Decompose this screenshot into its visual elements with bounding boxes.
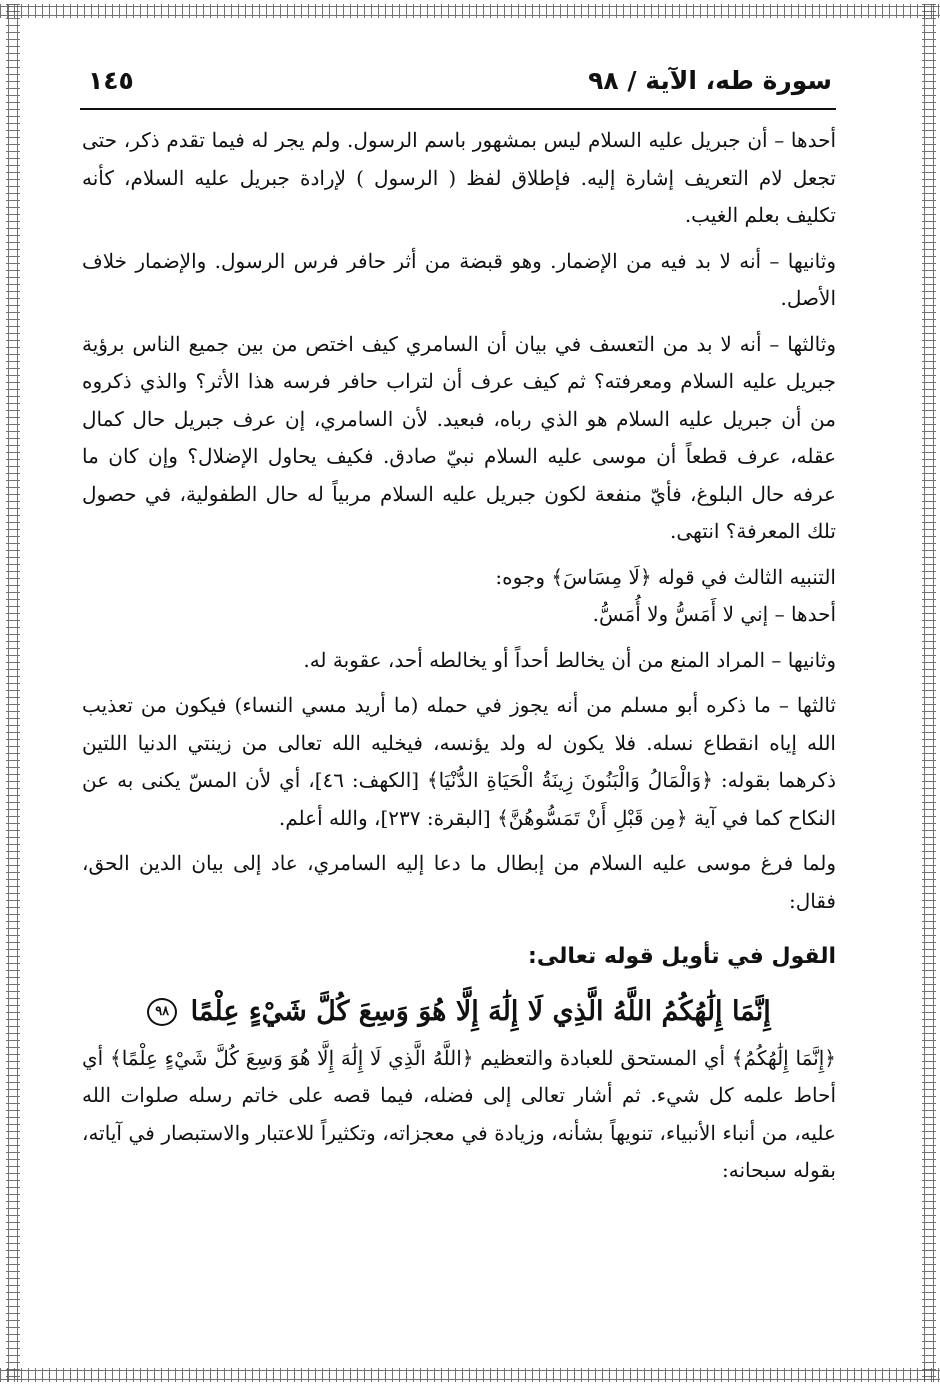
page-body [82,122,836,1190]
paragraph-second-objection: وثانيها – أنه لا بد فيه من الإضمار. وهو قبضة من أثر حافر فرس الرسول. والإضمار خلاف الأصل. [82,248,836,310]
page-number: ١٤٥ [88,65,134,95]
paragraph-note-first: أحدها – إني لا أَمَسُّ ولا أُمَسُّ. [592,602,836,626]
header-rule [80,108,836,110]
paragraph-note-second: وثانيها – المراد المنع من أن يخالط أحداً أو يخالطه أحد، عقوبة له. [303,647,836,672]
paragraph-note-third: ثالثها – ما ذكره أبو مسلم من أنه يجوز في حمله (ما أريد مسي النساء) فيكون من تعذيب الله إياه انقطاع نسله. فلا يكون له ولد يؤنسه، فيخليه الله تعالى من زينتي الدنيا اللتين ذكرهما بقوله: ﴿وَالْمَالُ وَالْبَنُونَ زِينَةُ الْحَيَاةِ الدُّنْيَا﴾ [الكهف: ٤٦]، أي لأن المسّ يكنى به عن النكاح كما في آية ﴿مِن قَبْلِ أَنْ تَمَسُّوهُنَّ﴾ [البقرة: ٢٣٧]، والله أعلم. [82,693,836,830]
paragraph-first-objection: أحدها – أن جبريل عليه السلام ليس بمشهور باسم الرسول. ولم يجر له فيما تقدم ذكر، حتى تجعل لام التعريف إشارة إليه. فإطلاق لفظ ( الرسول ) لإرادة جبريل عليه السلام، كأنه تكليف بعلم الغيب. [82,128,836,227]
ornamental-border-top [0,4,940,18]
paragraph-transition: ولما فرغ موسى عليه السلام من إبطال ما دعا إليه السامري، عاد إلى بيان الدين الحق، فقال: [82,851,836,913]
verse-commentary: ﴿إِنَّمَا إِلَٰهُكُمُ﴾ أي المستحق للعبادة والتعظيم ﴿اللَّهُ الَّذِي لَا إِلَٰهَ إِلَّا هُوَ وَسِعَ كُلَّ شَيْءٍ عِلْمًا﴾ أي أحاط علمه كل شيء. ثم أشار تعالى إلى فضله، فيما قصه على خاتم رسله صلوات الله عليه، من أنباء الأنبياء، تنويهاً بشأنه، وزيادة في معجزاته، وتكثيراً للاعتبار والاستبصار في آياته، بقوله سبحانه: [82,1045,836,1182]
running-header [88,60,832,100]
verse-text: إِنَّمَا إِلَٰهُكُمُ اللَّهُ الَّذِي لَا إِلَٰهَ إِلَّا هُوَ وَسِعَ كُلَّ شَيْءٍ عِلْمًا [190,995,771,1027]
ornamental-border-bottom [0,1368,940,1382]
paragraph-third-note: التنبيه الثالث في قوله ﴿لَا مِسَاسَ﴾ وجوه: [495,564,836,589]
ornamental-border-left [6,4,20,1382]
verse-number-badge: ٩٨ [147,998,177,1026]
quran-verse [82,986,836,1038]
header-title: سورة طه، الآية / ٩٨ [588,65,832,95]
section-heading: القول في تأويل قوله تعالى: [528,944,836,969]
ornamental-border-right [922,4,936,1382]
paragraph-third-objection: وثالثها – أنه لا بد من التعسف في بيان أن السامري كيف اختص من بين جميع الناس برؤية جبريل عليه السلام ومعرفته؟ ثم كيف عرف أن لتراب حافر فرسه هذا الأثر؟ والذي ذكروه من أن جبريل عليه السلام هو الذي رباه، فبعيد. لأن السامري، إن عرف جبريل حال كمال عقله، عرف قطعاً أن موسى عليه السلام نبيّ صادق. فكيف يحاول الإضلال؟ وإن كان ما عرفه حال البلوغ، فأيّ منفعة لكون جبريل عليه السلام مربياً له حال الطفولية، في حصول تلك المعرفة؟ انتهى. [82,331,836,543]
